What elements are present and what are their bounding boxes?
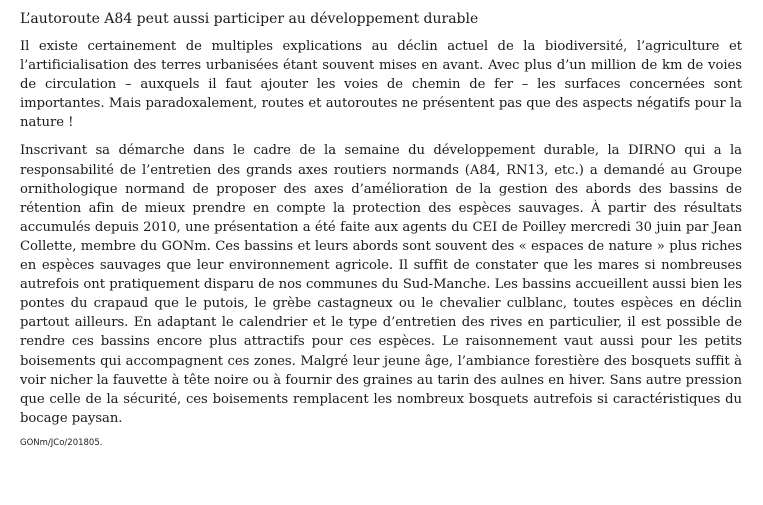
document-credit: GONm/JCo/201805. (20, 437, 103, 448)
paragraph-intro: Il existe certainement de multiples explications au déclin actuel de la biodiversité, l’agriculture et l’artificialisation des terres urbanisées étant souvent mises en avant. Avec plus d’un million de km de voies de circulation – auxquels il faut ajouter les voies de chemin de fer – les surfaces concernées sont importantes. Mais paradoxalement, routes et autoroutes ne présentent pas que des aspects négatifs pour la nature ! (20, 39, 742, 131)
paragraph-body: Inscrivant sa démarche dans le cadre de la semaine du développement durable, la DIRNO qui a la responsabilité de l’entretien des grands axes routiers normands (A84, RN13, etc.) a demandé au Groupe ornithologique normand de proposer des axes d’amélioration de la gestion des abords des bassins de rétention afin de mieux prendre en compte la protection des espèces sauvages. À partir des résultats accumulés depuis 2010, une présentation a été faite aux agents du CEI de Poilley mercredi 30 juin par Jean Collette, membre du GONm. Ces bassins et leurs abords sont souvent des « espaces de nature » plus riches en espèces sauvages que leur environnement agricole. Il suffit de constater que les mares si nombreuses autrefois ont pratiquement disparu de nos communes du Sud-Manche. Les bassins accueillent aussi bien les pontes du crapaud que le putois, le grèbe castagneux ou le chevalier culblanc, toutes espèces en déclin partout ailleurs. En adaptant le calendrier et le type d’entretien des rives en particulier, il est possible de rendre ces bassins encore plus attractifs pour ces espèces. Le raisonnement vaut aussi pour les petits boisements qui accompagnent ces zones. Malgré leur jeune âge, l’ambiance forestière des bosquets suffit à voir nicher la fauvette à tête noire ou à fournir des graines au tarin des aulnes en hiver. Sans autre pression que celle de la sécurité, ces boisements remplacent les nombreux bosquets autrefois si caractéristiques du bocage paysan. (20, 143, 742, 426)
document-page (20, 10, 742, 449)
document-title: L’autoroute A84 peut aussi participer au développement durable (20, 11, 479, 27)
